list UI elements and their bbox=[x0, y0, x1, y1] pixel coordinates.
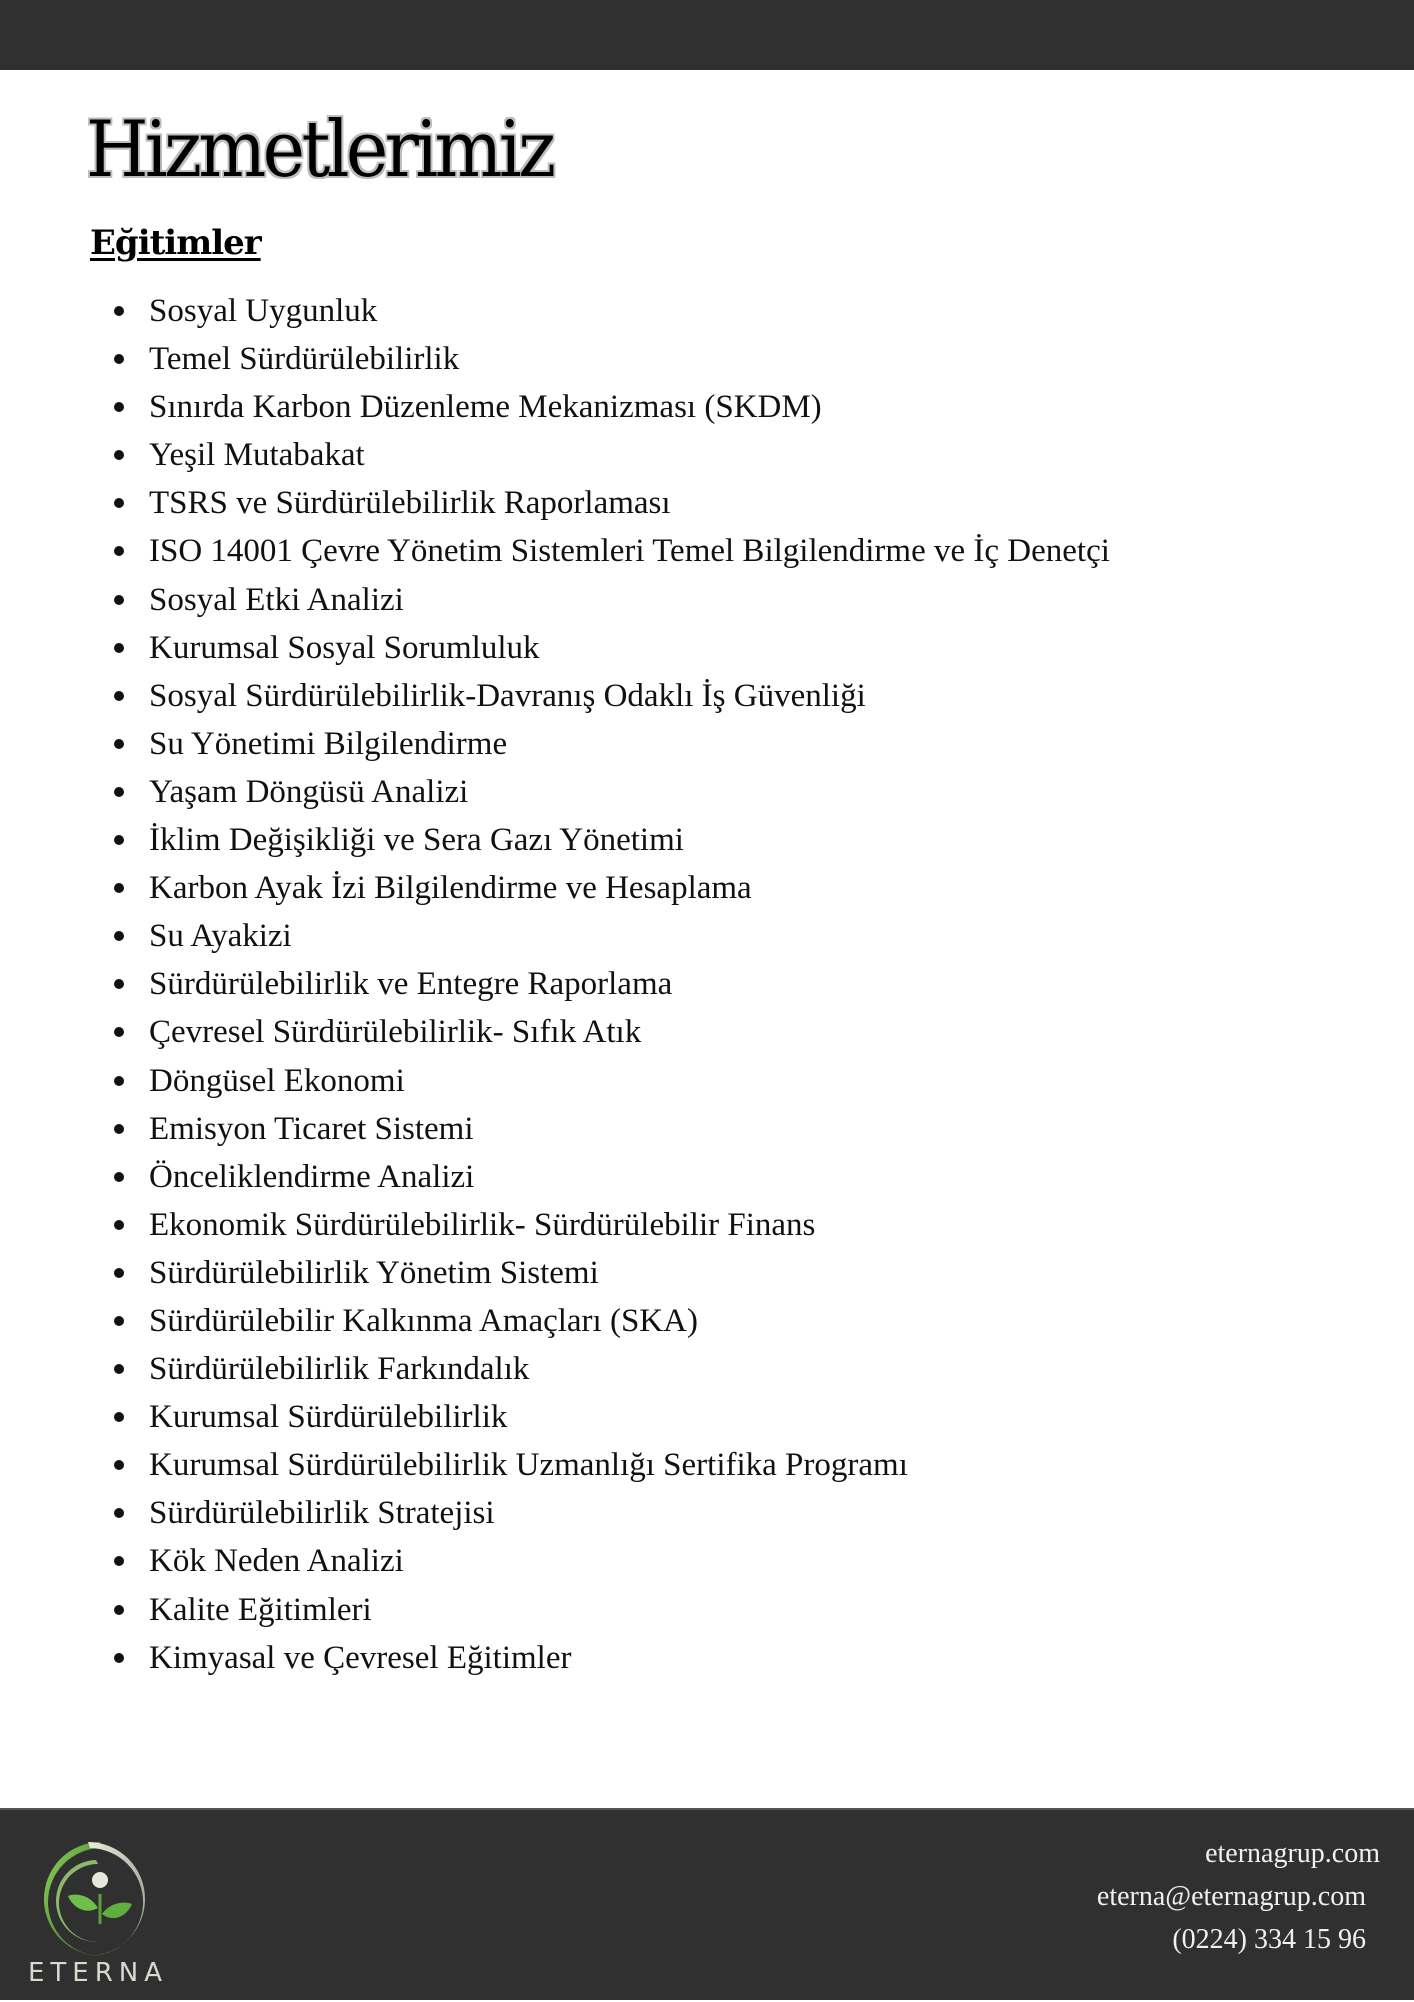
training-item bbox=[0, 1393, 1149, 1441]
training-list bbox=[0, 287, 1200, 1682]
training-label: Önceliklendirme Analizi bbox=[149, 1158, 475, 1195]
training-label: İklim Değişikliği ve Sera Gazı Yönetimi bbox=[149, 822, 684, 859]
contact-info bbox=[814, 1810, 1414, 2002]
training-item bbox=[0, 960, 1149, 1008]
bullet-icon bbox=[114, 1220, 124, 1230]
training-item bbox=[0, 1057, 1149, 1105]
training-label: Sosyal Etki Analizi bbox=[149, 581, 404, 618]
bullet-icon bbox=[114, 979, 124, 989]
training-label: Sürdürülebilir Kalkınma Amaçları (SKA) bbox=[149, 1302, 698, 1339]
bullet-icon bbox=[114, 835, 124, 845]
training-item bbox=[0, 479, 1149, 527]
email-link[interactable]: eterna@eternagrup.com bbox=[1096, 1881, 1366, 1912]
training-item bbox=[0, 431, 1149, 479]
bullet-icon bbox=[114, 1027, 124, 1037]
bullet-icon bbox=[114, 450, 124, 460]
training-label: Kurumsal Sürdürülebilirlik bbox=[149, 1399, 508, 1436]
bullet-icon bbox=[114, 1124, 124, 1134]
training-item bbox=[0, 1586, 1149, 1634]
training-item bbox=[0, 624, 1149, 672]
training-label: Su Ayakizi bbox=[149, 918, 292, 955]
training-label: Kurumsal Sürdürülebilirlik Uzmanlığı Sertifika Programı bbox=[149, 1447, 908, 1484]
bullet-icon bbox=[114, 595, 124, 605]
bullet-icon bbox=[114, 546, 124, 556]
training-item bbox=[0, 768, 1149, 816]
training-item bbox=[0, 816, 1149, 864]
section-heading: Eğitimler bbox=[90, 223, 261, 263]
bullet-icon bbox=[114, 1316, 124, 1326]
training-item bbox=[0, 1297, 1149, 1345]
training-item bbox=[0, 1105, 1149, 1153]
training-label: Sürdürülebilirlik Yönetim Sistemi bbox=[149, 1254, 599, 1291]
training-label: Sürdürülebilirlik ve Entegre Raporlama bbox=[149, 966, 673, 1003]
training-label: TSRS ve Sürdürülebilirlik Raporlaması bbox=[149, 485, 671, 522]
bullet-icon bbox=[114, 402, 124, 412]
training-label: ISO 14001 Çevre Yönetim Sistemleri Temel Bilgilendirme ve İç Denetçi bbox=[149, 533, 1110, 570]
bullet-icon bbox=[114, 1268, 124, 1278]
bullet-icon bbox=[114, 1605, 124, 1615]
training-item bbox=[0, 720, 1149, 768]
training-item bbox=[0, 1201, 1149, 1249]
training-label: Karbon Ayak İzi Bilgilendirme ve Hesaplama bbox=[149, 870, 752, 907]
bullet-icon bbox=[114, 1172, 124, 1182]
training-label: Sınırda Karbon Düzenleme Mekanizması (SKDM) bbox=[149, 389, 822, 426]
training-label: Kök Neden Analizi bbox=[149, 1543, 404, 1580]
bullet-icon bbox=[114, 691, 124, 701]
training-item bbox=[0, 864, 1149, 912]
training-label: Sürdürülebilirlik Farkındalık bbox=[149, 1351, 530, 1388]
training-label: Sürdürülebilirlik Stratejisi bbox=[149, 1495, 495, 1532]
training-label: Yeşil Mutabakat bbox=[149, 437, 365, 474]
training-item bbox=[0, 1153, 1149, 1201]
training-item bbox=[0, 1489, 1149, 1537]
bullet-icon bbox=[114, 1076, 124, 1086]
bullet-icon bbox=[114, 643, 124, 653]
footer bbox=[0, 1808, 1414, 2000]
training-item bbox=[0, 335, 1149, 383]
training-label: Emisyon Ticaret Sistemi bbox=[149, 1110, 474, 1147]
eterna-logo-icon bbox=[30, 1834, 170, 1964]
training-label: Yaşam Döngüsü Analizi bbox=[149, 773, 469, 810]
training-item bbox=[0, 287, 1149, 335]
bullet-icon bbox=[114, 1460, 124, 1470]
training-label: Çevresel Sürdürülebilirlik- Sıfık Atık bbox=[149, 1014, 642, 1051]
bullet-icon bbox=[114, 1653, 124, 1663]
bullet-icon bbox=[114, 1508, 124, 1518]
bullet-icon bbox=[114, 306, 124, 316]
training-item bbox=[0, 1249, 1149, 1297]
bullet-icon bbox=[114, 1412, 124, 1422]
training-label: Kimyasal ve Çevresel Eğitimler bbox=[149, 1639, 572, 1676]
bullet-icon bbox=[114, 739, 124, 749]
bullet-icon bbox=[114, 1556, 124, 1566]
training-item bbox=[0, 1008, 1149, 1056]
top-bar bbox=[0, 0, 1414, 70]
training-label: Su Yönetimi Bilgilendirme bbox=[149, 725, 508, 762]
training-item bbox=[0, 672, 1149, 720]
training-item bbox=[0, 383, 1149, 431]
bullet-icon bbox=[114, 931, 124, 941]
bullet-icon bbox=[114, 883, 124, 893]
training-label: Sosyal Uygunluk bbox=[149, 293, 378, 329]
training-item bbox=[0, 576, 1149, 624]
training-label: Sosyal Sürdürülebilirlik-Davranış Odaklı İş Güvenliği bbox=[149, 677, 866, 714]
page-title: Hizmetlerimiz bbox=[86, 105, 553, 195]
website-link[interactable]: eternagrup.com bbox=[1205, 1838, 1380, 1869]
bullet-icon bbox=[114, 354, 124, 364]
training-label: Döngüsel Ekonomi bbox=[149, 1062, 405, 1099]
training-item bbox=[0, 527, 1149, 575]
phone-number: (0224) 334 15 96 bbox=[1172, 1924, 1366, 1955]
training-label: Temel Sürdürülebilirlik bbox=[149, 341, 460, 378]
bullet-icon bbox=[114, 498, 124, 508]
training-item bbox=[0, 1537, 1149, 1585]
logo-wordmark: ETERNA bbox=[28, 1958, 169, 1988]
bullet-icon bbox=[114, 787, 124, 797]
training-item bbox=[0, 1634, 1149, 1682]
bullet-icon bbox=[114, 1364, 124, 1374]
training-item bbox=[0, 1345, 1149, 1393]
training-label: Kurumsal Sosyal Sorumluluk bbox=[149, 629, 540, 666]
training-item bbox=[0, 1441, 1149, 1489]
training-label: Ekonomik Sürdürülebilirlik- Sürdürülebilir Finans bbox=[149, 1206, 816, 1243]
training-item bbox=[0, 912, 1149, 960]
training-label: Kalite Eğitimleri bbox=[149, 1591, 372, 1628]
